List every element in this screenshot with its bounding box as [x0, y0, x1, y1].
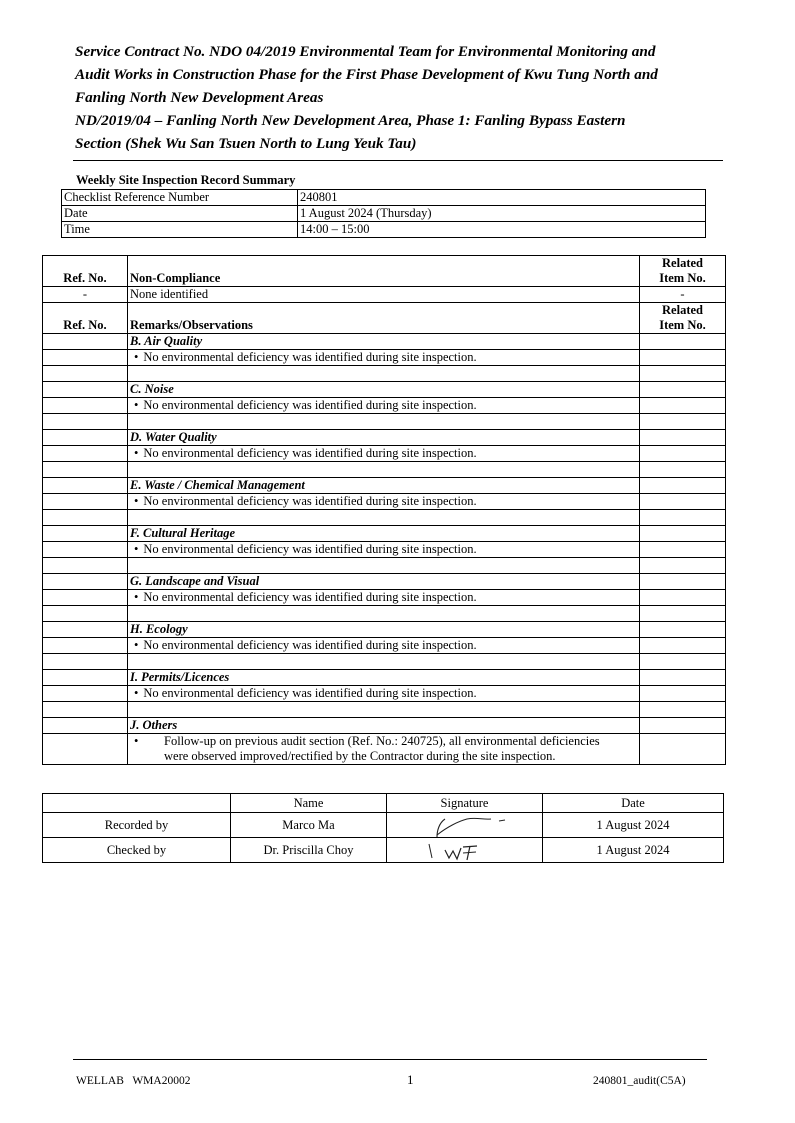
- summary-row: [62, 222, 706, 238]
- section-title: H. Ecology: [128, 622, 640, 638]
- col-related-line: Related: [662, 256, 703, 270]
- summary-label: Checklist Reference Number: [62, 190, 298, 206]
- remark-text: • No environmental deficiency was identified during site inspection.: [128, 350, 640, 366]
- remark-row: [43, 494, 726, 510]
- summary-table: [61, 189, 706, 238]
- follow-up-remark: [128, 734, 640, 765]
- name-cell: Marco Ma: [231, 813, 387, 838]
- blank-row: [43, 414, 726, 430]
- remark-text: • No environmental deficiency was identified during site inspection.: [128, 446, 640, 462]
- role-cell: Checked by: [43, 838, 231, 863]
- remark-row: [43, 734, 726, 765]
- header-line: Section (Shek Wu San Tsuen North to Lung Yeuk Tau): [75, 135, 417, 152]
- section-title: B. Air Quality: [128, 334, 640, 350]
- footer-divider: [73, 1059, 707, 1060]
- signoff-row: [43, 838, 724, 863]
- noncompliance-row: [43, 287, 726, 303]
- remark-row: [43, 398, 726, 414]
- blank-row: [43, 702, 726, 718]
- summary-value: 14:00 – 15:00: [298, 222, 706, 238]
- remark-text: • No environmental deficiency was identified during site inspection.: [128, 638, 640, 654]
- col-ref-no: Ref. No.: [43, 256, 128, 287]
- remark-text: • No environmental deficiency was identified during site inspection.: [128, 686, 640, 702]
- summary-label: Time: [62, 222, 298, 238]
- col-related-line: Item No.: [659, 271, 706, 285]
- ref-no-cell: -: [43, 287, 128, 303]
- remark-line: Follow-up on previous audit section (Ref. No.: 240725), all environmental deficiencies: [164, 734, 600, 748]
- col-related-item: [640, 256, 726, 287]
- section-title: G. Landscape and Visual: [128, 574, 640, 590]
- footer-left: WELLAB WMA20002: [76, 1075, 191, 1087]
- signature-cell: [387, 813, 543, 838]
- signoff-row: [43, 813, 724, 838]
- date-cell: 1 August 2024: [543, 838, 724, 863]
- blank-row: [43, 654, 726, 670]
- remark-row: [43, 590, 726, 606]
- summary-row: [62, 190, 706, 206]
- col-related-line: Related: [662, 303, 703, 317]
- role-cell: Recorded by: [43, 813, 231, 838]
- summary-value: 1 August 2024 (Thursday): [298, 206, 706, 222]
- blank-row: [43, 462, 726, 478]
- summary-row: [62, 206, 706, 222]
- col-date: Date: [543, 794, 724, 813]
- handwritten-signature: [387, 838, 538, 864]
- inspection-table: [42, 255, 726, 765]
- name-cell: Dr. Priscilla Choy: [231, 838, 387, 863]
- header-line: Audit Works in Construction Phase for the First Phase Development of Kwu Tung North and: [75, 66, 658, 83]
- col-name: Name: [231, 794, 387, 813]
- col-remarks: Remarks/Observations: [128, 303, 640, 334]
- section-title: D. Water Quality: [128, 430, 640, 446]
- section-title-row: [43, 382, 726, 398]
- blank-row: [43, 366, 726, 382]
- header-line: Fanling North New Development Areas: [75, 89, 324, 106]
- section-title: F. Cultural Heritage: [128, 526, 640, 542]
- noncompliance-header-row: [43, 256, 726, 287]
- section-title: J. Others: [128, 718, 640, 734]
- header-line: ND/2019/04 – Fanling North New Development Area, Phase 1: Fanling Bypass Eastern: [75, 112, 626, 129]
- section-title-row: [43, 622, 726, 638]
- document-header: [75, 40, 715, 155]
- date-cell: 1 August 2024: [543, 813, 724, 838]
- blank-row: [43, 558, 726, 574]
- summary-title: Weekly Site Inspection Record Summary: [76, 173, 296, 187]
- signature-cell: [387, 838, 543, 863]
- section-title: I. Permits/Licences: [128, 670, 640, 686]
- col-ref-no: Ref. No.: [43, 303, 128, 334]
- remark-row: [43, 542, 726, 558]
- section-title-row: [43, 718, 726, 734]
- header-divider: [73, 160, 723, 161]
- signoff-table: [42, 793, 724, 863]
- blank-row: [43, 510, 726, 526]
- related-item-cell: -: [640, 287, 726, 303]
- remark-text: • No environmental deficiency was identified during site inspection.: [128, 542, 640, 558]
- col-related-line: Item No.: [659, 318, 706, 332]
- remark-text: • No environmental deficiency was identified during site inspection.: [128, 494, 640, 510]
- noncompliance-cell: None identified: [128, 287, 640, 303]
- remark-row: [43, 446, 726, 462]
- bullet-icon: •: [134, 734, 139, 748]
- section-title-row: [43, 478, 726, 494]
- handwritten-signature: [387, 813, 538, 839]
- remark-text: • No environmental deficiency was identified during site inspection.: [128, 590, 640, 606]
- remark-row: [43, 638, 726, 654]
- section-title-row: [43, 430, 726, 446]
- remark-text: • No environmental deficiency was identified during site inspection.: [128, 398, 640, 414]
- summary-value: 240801: [298, 190, 706, 206]
- summary-label: Date: [62, 206, 298, 222]
- section-title: E. Waste / Chemical Management: [128, 478, 640, 494]
- col-noncompliance: Non-Compliance: [128, 256, 640, 287]
- section-title-row: [43, 526, 726, 542]
- section-title-row: [43, 670, 726, 686]
- signoff-header-row: [43, 794, 724, 813]
- header-line: Service Contract No. NDO 04/2019 Environmental Team for Environmental Monitoring and: [75, 43, 656, 60]
- remark-row: [43, 350, 726, 366]
- section-title-row: [43, 334, 726, 350]
- section-title-row: [43, 574, 726, 590]
- page-number: 1: [407, 1072, 414, 1087]
- col-signature: Signature: [387, 794, 543, 813]
- col-related-item: [640, 303, 726, 334]
- remarks-header-row: [43, 303, 726, 334]
- section-title: C. Noise: [128, 382, 640, 398]
- remark-row: [43, 686, 726, 702]
- blank-row: [43, 606, 726, 622]
- remark-line: were observed improved/rectified by the Contractor during the site inspection.: [164, 749, 556, 763]
- footer-right: 240801_audit(C5A): [593, 1075, 686, 1087]
